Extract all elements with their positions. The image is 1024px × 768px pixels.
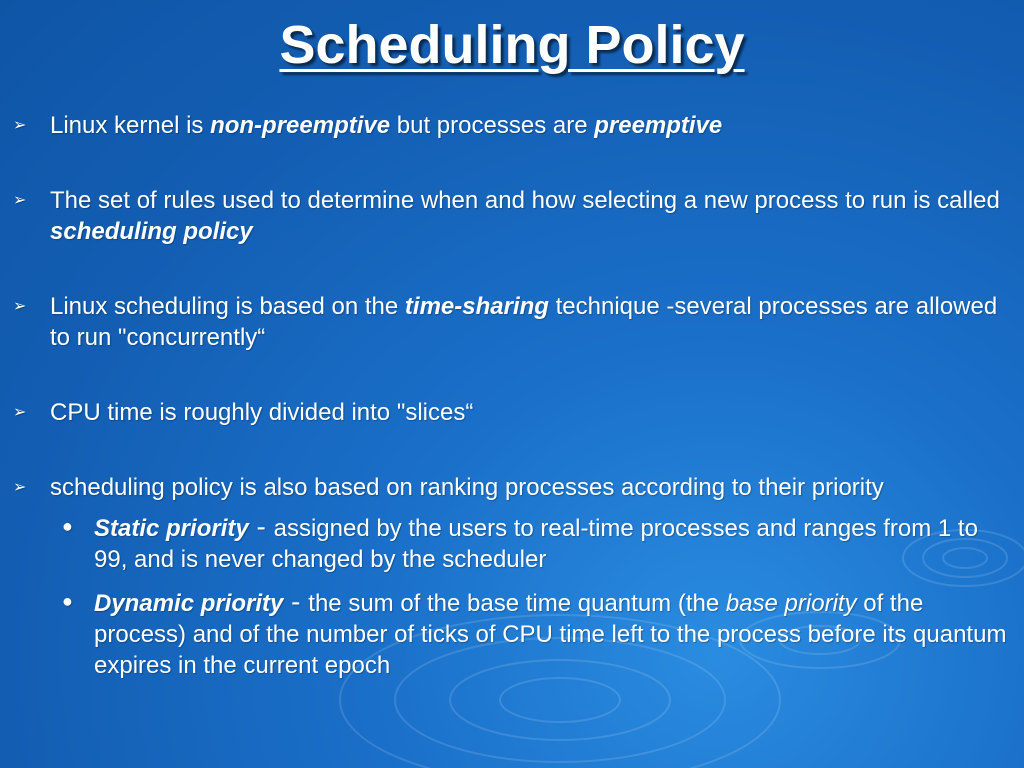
arrow-bullet-icon: ➢ xyxy=(13,404,27,421)
bullet-item xyxy=(0,185,1024,247)
term-text: Dynamic priority xyxy=(94,590,284,617)
arrow-bullet-icon: ➢ xyxy=(13,298,27,315)
bullet-text: Linux kernel is xyxy=(50,112,211,139)
bullet-text: The set of rules used to determine when and how selecting a new process to run is called xyxy=(50,187,1000,214)
term-text: Static priority xyxy=(94,515,249,542)
sub-bullet-text: the sum of the base time quantum (the xyxy=(308,590,726,617)
dash-separator: - xyxy=(283,586,309,617)
bullet-text: technique -several processes are allowed to run "concurrently“ xyxy=(50,293,998,351)
bullet-list xyxy=(0,110,1024,692)
emphasis-text: non-preemptive xyxy=(210,112,391,139)
arrow-bullet-icon: ➢ xyxy=(13,192,27,209)
bullet-text: CPU time is roughly divided into "slices“ xyxy=(50,399,474,426)
bullet-item xyxy=(0,472,1024,503)
slide-title: Scheduling Policy xyxy=(279,15,745,75)
bullet-item xyxy=(0,110,1024,141)
emphasis-text: scheduling policy xyxy=(50,218,253,245)
dot-bullet-icon: ● xyxy=(62,516,73,536)
dot-bullet-icon: ● xyxy=(62,591,73,611)
bullet-item xyxy=(0,397,1024,428)
sub-bullet-text: of the process) and of the number of ticks of CPU time left to the process before its quantum expires in the current epoch xyxy=(94,590,1007,679)
bullet-text: scheduling policy is also based on ranking processes according to their priority xyxy=(50,474,884,501)
bullet-text: but processes are xyxy=(390,112,595,139)
bullet-text: Linux scheduling is based on the xyxy=(50,293,405,320)
arrow-bullet-icon: ➢ xyxy=(13,479,27,496)
dash-separator: - xyxy=(248,511,274,542)
emphasis-text: time-sharing xyxy=(404,293,549,320)
arrow-bullet-icon: ➢ xyxy=(13,117,27,134)
emphasis-text: preemptive xyxy=(594,112,723,139)
bullet-item xyxy=(0,291,1024,353)
sub-bullet-item xyxy=(0,586,1024,681)
sub-bullet-text: assigned by the users to real-time processes and ranges from 1 to 99, and is never changed by the scheduler xyxy=(94,515,978,573)
italic-text: base priority xyxy=(725,590,857,617)
sub-bullet-item xyxy=(0,511,1024,575)
